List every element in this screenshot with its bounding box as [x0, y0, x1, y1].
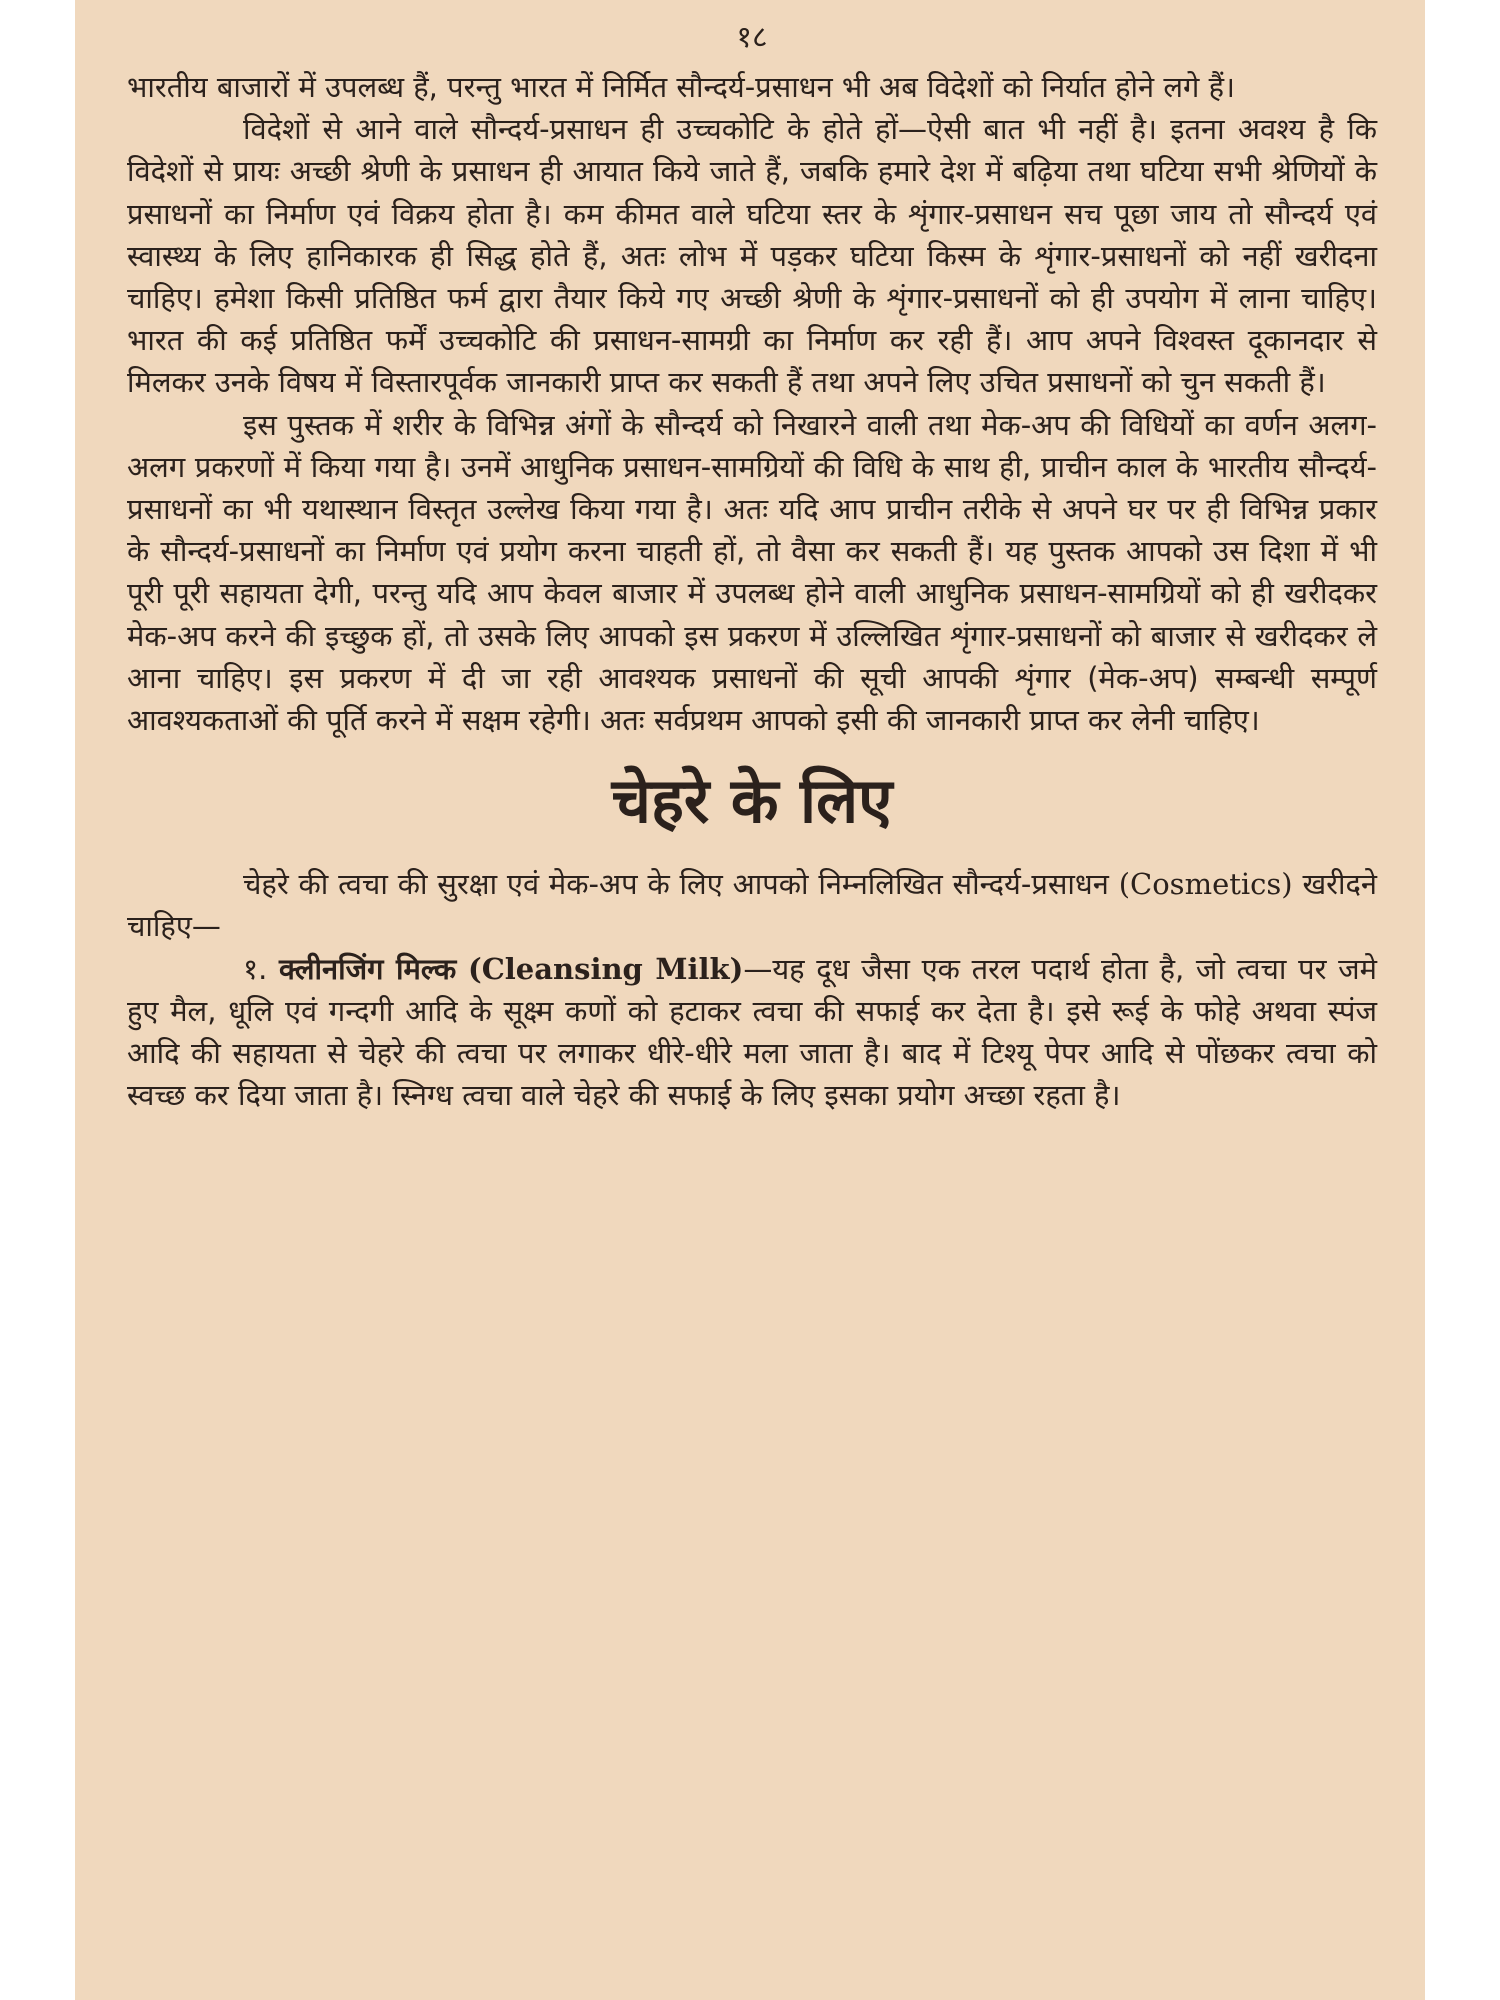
section-intro-end: खरीदने चाहिए— [127, 867, 1378, 944]
item-text: —यह दूध जैसा एक तरल पदार्थ होता है, जो त्वचा पर जमे हुए मैल, धूलि एवं गन्दगी आदि के सूक्ष्म कणों को हटाकर त्वचा की सफाई कर देता है। इसे रूई के फोहे अथवा स्पंज आदि की सहायता से चेहरे की त्वचा पर लगाकर धीरे-धीरे मला जाता है। बाद में टिश्यू पेपर आदि से पोंछकर त्वचा को स्वच्छ कर दिया जाता है। स्निग्ध त्वचा वाले चेहरे की सफाई के लिए इसका प्रयोग अच्छा रहता है। [127, 951, 1378, 1113]
page-content [127, 0, 1377, 1116]
paragraph-3: इस पुस्तक में शरीर के विभिन्न अंगों के सौन्दर्य को निखारने वाली तथा मेक-अप की विधियों का वर्णन अलग-अलग प्रकरणों में किया गया है। उनमें आधुनिक प्रसाधन-सामग्रियों की विधि के साथ ही, प्राचीन काल के भारतीय सौन्दर्य-प्रसाधनों का भी यथास्थान विस्तृत उल्लेख किया गया है। अतः यदि आप प्राचीन तरीके से अपने घर पर ही विभिन्न प्रकार के सौन्दर्य-प्रसाधनों का निर्माण एवं प्रयोग करना चाहती हों, तो वैसा कर सकती हैं। यह पुस्तक आपको उस दिशा में भी पूरी पूरी सहायता देगी, परन्तु यदि आप केवल बाजार में उपलब्ध होने वाली आधुनिक प्रसाधन-सामग्रियों को ही खरीदकर मेक-अप करने की इच्छुक हों, तो उसके लिए आपको इस प्रकरण में उल्लिखित शृंगार-प्रसाधनों को बाजार से खरीदकर ले आना चाहिए। इस प्रकरण में दी जा रही आवश्यक प्रसाधनों की सूची आपकी शृंगार (मेक-अप) सम्बन्धी सम्पूर्ण आवश्यकताओं की पूर्ति करने में सक्षम रहेगी। अतः सर्वप्रथम आपको इसी की जानकारी प्राप्त कर लेनी चाहिए। [127, 407, 1377, 738]
paragraph-1: भारतीय बाजारों में उपलब्ध हैं, परन्तु भारत में निर्मित सौन्दर्य-प्रसाधन भी अब विदेशों को निर्यात होने लगे हैं। [127, 70, 1235, 104]
page-number: १८ [736, 20, 768, 55]
item-number: १. [243, 951, 268, 986]
book-page [75, 0, 1425, 2000]
section-intro-start: चेहरे की त्वचा की सुरक्षा एवं मेक-अप के लिए आपको निम्नलिखित सौन्दर्य-प्रसाधन [243, 867, 1109, 902]
section-heading: चेहरे के लिए [611, 764, 893, 838]
item-latin-title: (Cleansing Milk) [467, 951, 744, 986]
section-intro [127, 863, 1377, 947]
list-item [127, 948, 1377, 1117]
section-intro-latin: (Cosmetics) [1118, 867, 1293, 902]
paragraph-2: विदेशों से आने वाले सौन्दर्य-प्रसाधन ही उच्चकोटि के होते हों—ऐसी बात भी नहीं है। इतना अवश्य है कि विदेशों से प्रायः अच्छी श्रेणी के प्रसाधन ही आयात किये जाते हैं, जबकि हमारे देश में बढ़िया तथा घटिया सभी श्रेणियों के प्रसाधनों का निर्माण एवं विक्रय होता है। कम कीमत वाले घटिया स्तर के शृंगार-प्रसाधन सच पूछा जाय तो सौन्दर्य एवं स्वास्थ्य के लिए हानिकारक ही सिद्ध होते हैं, अतः लोभ में पड़कर घटिया किस्म के शृंगार-प्रसाधनों को नहीं खरीदना चाहिए। हमेशा किसी प्रतिष्ठित फर्म द्वारा तैयार किये गए अच्छी श्रेणी के शृंगार-प्रसाधनों को ही उपयोग में लाना चाहिए। भारत की कई प्रतिष्ठित फर्में उच्चकोटि की प्रसाधन-सामग्री का निर्माण कर रही हैं। आप अपने विश्वस्त दूकानदार से मिलकर उनके विषय में विस्तारपूर्वक जानकारी प्राप्त कर सकती हैं तथा अपने लिए उचित प्रसाधनों को चुन सकती हैं। [127, 112, 1377, 400]
item-title: क्लीनजिंग मिल्क [279, 951, 457, 986]
